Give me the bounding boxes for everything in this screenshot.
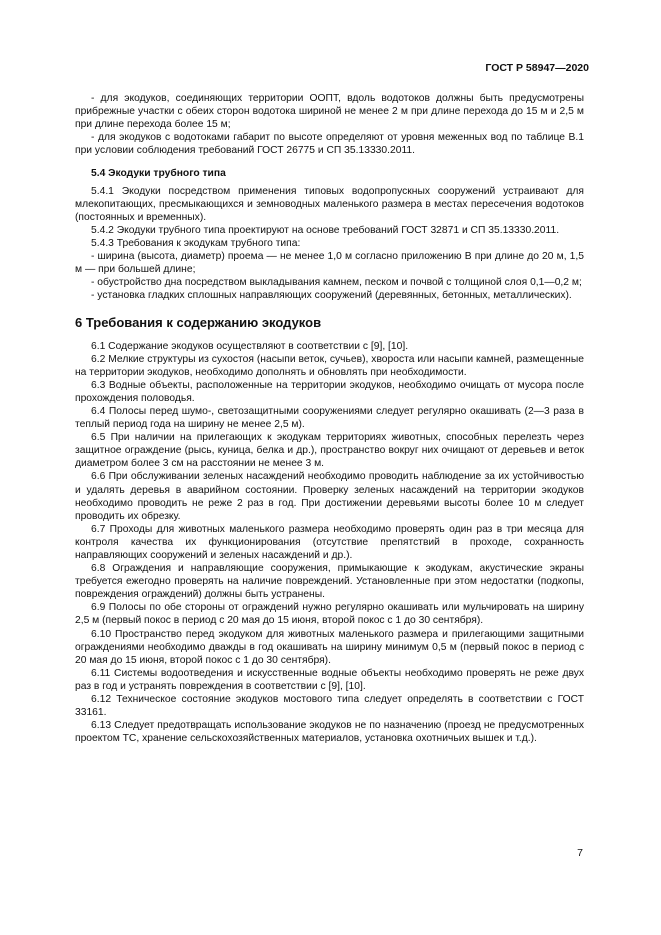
paragraph: 6.8 Ограждения и направляющие сооружения, примыкающие к экодукам, акустические экраны требуется ежегодно проверять на наличие повреждений. Установленные при этом недостатки (подкопы, повреждения ограждений) должны быть устранены. [75,563,584,601]
paragraph: 6.13 Следует предотвращать использование экодуков не по назначению (проезд не предусмотренных проектом ТС, хранение сельскохозяйственных материалов, установка охотничьих вышек и т.д.). [75,720,584,745]
document-header: ГОСТ Р 58947—2020 [485,62,589,74]
paragraph: 6.1 Содержание экодуков осуществляют в соответствии с [9], [10]. [91,340,409,352]
paragraph: 6.9 Полосы по обе стороны от ограждений нужно регулярно окашивать или мульчировать на ширину 2,5 м (первый покос в период с 20 мая до 15 июня, второй покос с 1 до 30 сентября). [75,602,584,627]
paragraph: 6.3 Водные объекты, расположенные на территории экодуков, необходимо очищать от мусора после прохождения половодья. [75,379,584,404]
paragraph: 6.6 При обслуживании зеленых насаждений необходимо проводить наблюдение за их устойчивостью и удалять деревья в аварийном состоянии. Проверку зеленых насаждений на территории экодуков необходимо проводить не реже 2 раз в год. При достижении деревьями высоты более 10 м следует проводить их обрезку. [75,471,584,522]
paragraph: 6.7 Проходы для животных маленького размера необходимо проверять один раз в три месяца для контроля качества их функционирования (отсутствие препятствий в проходе, сохранность направляющих сооружений и зеленых насаждений и др.). [75,523,584,561]
paragraph: - для экодуков, соединяющих территории ООПТ, вдоль водотоков должны быть предусмотрены прибрежные участки с обеих сторон водотока шириной не менее 2 м при длине перехода до 15 м и 2,5 м при длине перехода более 15 м; [75,93,584,131]
paragraph: 6.2 Мелкие структуры из сухостоя (насыпи веток, сучьев), хвороста или насыпи камней, размещенные на территории экодуков, необходимо дополнять и обновлять при необходимости. [75,353,584,378]
page-body [75,92,584,745]
list-item: - установка гладких сплошных направляющих сооружений (деревянных, бетонных, металлических). [91,290,572,302]
paragraph: 6.12 Техническое состояние экодуков мостового типа следует определять в соответствии с ГОСТ 33161. [75,694,584,719]
paragraph: 5.4.3 Требования к экодукам трубного типа: [91,237,301,249]
paragraph: 5.4.2 Экодуки трубного типа проектируют на основе требований ГОСТ 32871 и СП 35.13330.2011. [91,224,560,236]
section-heading-5-4: 5.4 Экодуки трубного типа [91,168,226,180]
section-heading-6: 6 Требования к содержанию экодуков [75,315,322,331]
paragraph: 6.10 Пространство перед экодуком для животных маленького размера и прилегающими защитными ограждениями необходимо дважды в год окашивать на ширину минимум 0,5 м (первый покос в период с 20 мая до 15 июня, второй покос с 1 до 30 сентября). [75,628,584,666]
list-item: - обустройство дна посредством выкладывания камнем, песком и почвой с толщиной слоя 0,1—0,2 м; [91,277,582,289]
paragraph: - для экодуков с водотоками габарит по высоте определяют от уровня меженных вод по таблице В.1 при условии соблюдения требований ГОСТ 26775 и СП 35.13330.2011. [75,132,584,157]
paragraph: 6.11 Системы водоотведения и искусственные водные объекты необходимо проверять не реже двух раз в год и устранять повреждения в соответствии с [9], [10]. [75,667,584,692]
paragraph: 6.5 При наличии на прилегающих к экодукам территориях животных, способных перелезть через защитное ограждение (рысь, куница, белка и др.), пространство вокруг них очищают от деревьев и веток диаметром более 3 см на расстоянии не менее 3 м. [75,432,584,470]
page-number: 7 [577,847,583,859]
paragraph: 5.4.1 Экодуки посредством применения типовых водопропускных сооружений устраивают для млекопитающих, пресмыкающихся и земноводных маленького размера в местах пересечения водотоков (постоянных и временных). [75,185,584,223]
paragraph: 6.4 Полосы перед шумо-, светозащитными сооружениями следует регулярно окашивать (2—3 раза в теплый период года на ширину не менее 2,5 м). [75,405,584,431]
list-item: - ширина (высота, диаметр) проема — не менее 1,0 м согласно приложению В при длине до 20 м, 1,5 м — при большей длине; [75,251,584,276]
